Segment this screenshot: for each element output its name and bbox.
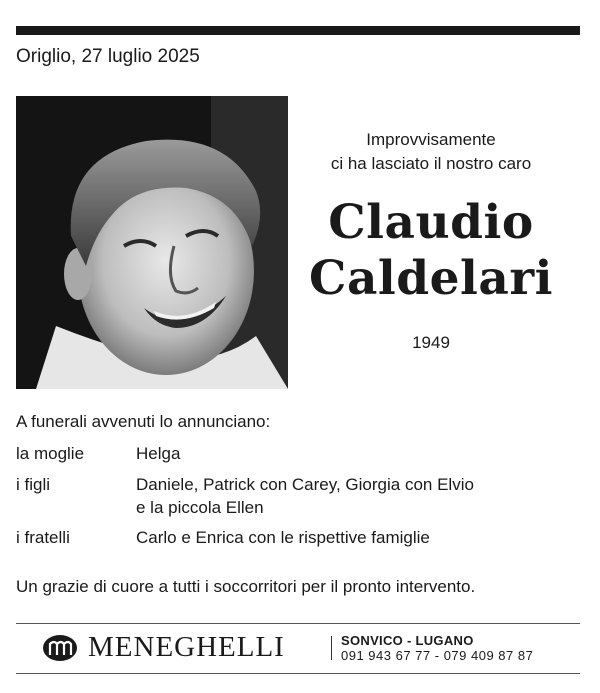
announcement-heading: A funerali avvenuti lo annunciano: (16, 412, 271, 431)
last-name: Caldelari (309, 251, 553, 306)
relation-label: la moglie (16, 444, 85, 463)
footer-bottom-rule (16, 673, 580, 674)
names-line-2: e la piccola Ellen (136, 498, 264, 517)
intro-line-1: Improvvisamente (366, 130, 496, 149)
deceased-name (300, 195, 562, 307)
relation-label: i figli (16, 475, 51, 494)
names-line-1: Helga (136, 444, 181, 463)
footer-divider (331, 636, 332, 660)
names-line-1: Daniele, Patrick con Carey, Giorgia con Elvio (136, 475, 474, 494)
intro-line-2: ci ha lasciato il nostro caro (330, 154, 532, 173)
funeral-home-phones: 091 943 67 77 - 079 409 87 87 (341, 648, 534, 663)
relation-names (136, 442, 556, 465)
first-name: Claudio (328, 195, 534, 250)
relation-label: i fratelli (16, 528, 70, 547)
thanks-note: Un grazie di cuore a tutti i soccorritori per il pronto intervento. (16, 577, 476, 596)
relation-names (136, 526, 556, 549)
relation-names (136, 473, 556, 519)
funeral-home-brand: MENEGHELLI (88, 631, 285, 663)
top-rule (16, 26, 580, 35)
place-date: Origlio, 27 luglio 2025 (16, 46, 200, 67)
funeral-home-locations: SONVICO - LUGANO (341, 633, 474, 648)
names-line-1: Carlo e Enrica con le rispettive famiglie (136, 528, 430, 547)
notice-intro (300, 128, 562, 176)
birth-year: 1949 (412, 333, 450, 352)
m-monogram-icon (42, 634, 78, 662)
footer-top-rule (16, 623, 580, 624)
portrait-photo (16, 96, 288, 389)
